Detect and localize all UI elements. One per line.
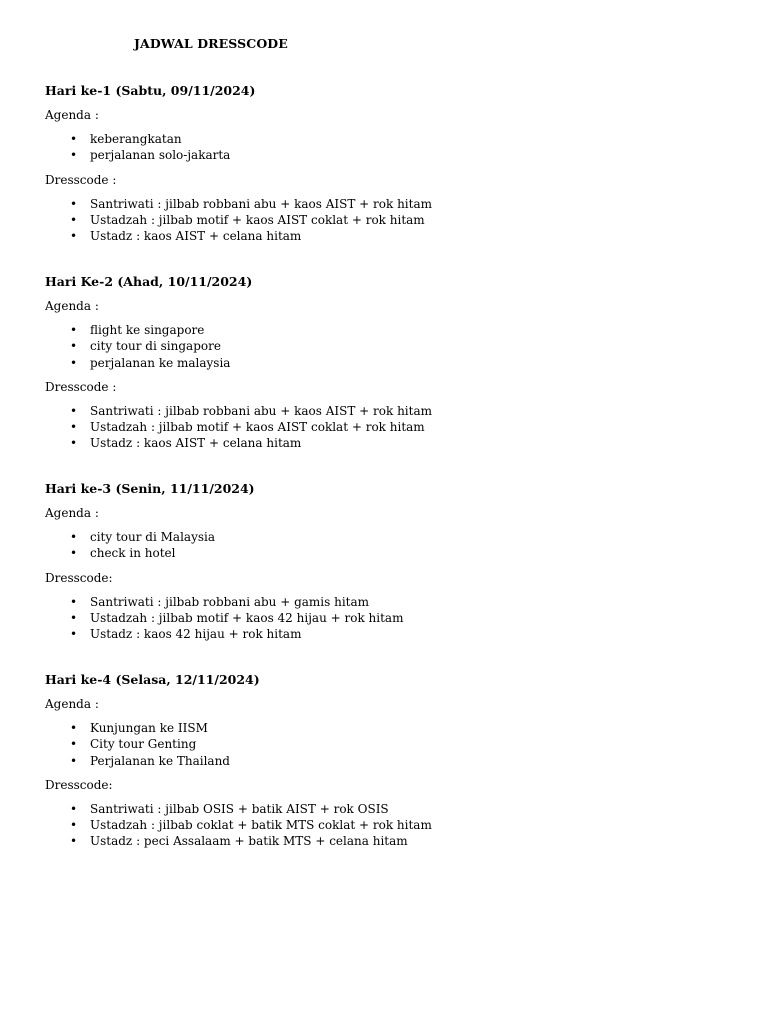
dresscode-list xyxy=(45,801,735,850)
day-section-2 xyxy=(45,274,735,452)
bullet-icon: • xyxy=(70,403,78,418)
list-item: • perjalanan solo-jakarta xyxy=(70,148,231,163)
list-item: • Ustadzah : jilbab motif + kaos AIST coklat + rok hitam xyxy=(70,212,425,227)
list-item: • Perjalanan ke Thailand xyxy=(70,753,230,768)
list-item: • City tour Genting xyxy=(70,737,197,752)
agenda-label: Agenda : xyxy=(45,299,99,313)
bullet-icon: • xyxy=(70,801,78,816)
bullet-icon: • xyxy=(70,721,78,735)
bullet-icon: • xyxy=(70,530,78,544)
bullet-icon: • xyxy=(70,323,78,337)
bullet-icon: • xyxy=(70,420,78,435)
agenda-list xyxy=(45,720,735,769)
bullet-icon: • xyxy=(70,594,78,609)
day-heading: Hari ke-3 (Senin, 11/11/2024) xyxy=(45,481,255,496)
list-item: • Santriwati : jilbab robbani abu + kaos AIST + rok hitam xyxy=(70,196,432,211)
list-item: • Ustadz : peci Assalaam + batik MTS + celana hitam xyxy=(70,834,408,849)
bullet-icon: • xyxy=(70,355,78,370)
agenda-label: Agenda : xyxy=(45,506,99,520)
list-item: • flight ke singapore xyxy=(70,323,205,337)
dresscode-label: Dresscode: xyxy=(45,777,113,792)
day-heading: Hari ke-1 (Sabtu, 09/11/2024) xyxy=(45,83,256,98)
bullet-icon: • xyxy=(70,196,78,211)
list-item: • Ustadz : kaos AIST + celana hitam xyxy=(70,229,302,244)
bullet-icon: • xyxy=(70,546,78,561)
agenda-list xyxy=(45,529,735,562)
day-section-3 xyxy=(45,481,735,642)
list-item: • Ustadzah : jilbab motif + kaos AIST coklat + rok hitam xyxy=(70,420,425,435)
bullet-icon: • xyxy=(70,436,78,451)
list-item: • Kunjungan ke IISM xyxy=(70,721,208,735)
list-item: • Santriwati : jilbab robbani abu + kaos AIST + rok hitam xyxy=(70,403,432,418)
list-item: • check in hotel xyxy=(70,546,176,561)
list-item: • Ustadzah : jilbab coklat + batik MTS coklat + rok hitam xyxy=(70,818,432,833)
list-item: • Ustadz : kaos AIST + celana hitam xyxy=(70,436,302,451)
dresscode-list xyxy=(45,196,735,245)
agenda-list xyxy=(45,322,735,371)
dresscode-list xyxy=(45,403,735,452)
dresscode-label: Dresscode : xyxy=(45,172,117,187)
dresscode-list xyxy=(45,594,735,643)
day-heading: Hari ke-4 (Selasa, 12/11/2024) xyxy=(45,672,260,687)
bullet-icon: • xyxy=(70,610,78,625)
bullet-icon: • xyxy=(70,818,78,833)
list-item: • keberangkatan xyxy=(70,132,182,146)
list-item: • city tour di Malaysia xyxy=(70,530,215,544)
list-item: • Santriwati : jilbab robbani abu + gamis hitam xyxy=(70,594,370,609)
bullet-icon: • xyxy=(70,737,78,752)
dresscode-label: Dresscode: xyxy=(45,570,113,585)
bullet-icon: • xyxy=(70,753,78,768)
list-item: • city tour di singapore xyxy=(70,339,221,354)
day-section-1 xyxy=(45,83,735,244)
agenda-list xyxy=(45,131,735,164)
bullet-icon: • xyxy=(70,339,78,354)
bullet-icon: • xyxy=(70,627,78,642)
agenda-label: Agenda : xyxy=(45,108,99,122)
list-item: • Ustadz : kaos 42 hijau + rok hitam xyxy=(70,627,302,642)
bullet-icon: • xyxy=(70,132,78,146)
bullet-icon: • xyxy=(70,229,78,244)
bullet-icon: • xyxy=(70,148,78,163)
bullet-icon: • xyxy=(70,212,78,227)
bullet-icon: • xyxy=(70,834,78,849)
day-heading: Hari Ke-2 (Ahad, 10/11/2024) xyxy=(45,274,253,289)
agenda-label: Agenda : xyxy=(45,697,99,711)
day-section-4 xyxy=(45,672,735,850)
list-item: • Ustadzah : jilbab motif + kaos 42 hijau + rok hitam xyxy=(70,610,404,625)
document-title: JADWAL DRESSCODE xyxy=(134,36,288,51)
list-item: • Santriwati : jilbab OSIS + batik AIST + rok OSIS xyxy=(70,801,389,816)
list-item: • perjalanan ke malaysia xyxy=(70,355,231,370)
dresscode-label: Dresscode : xyxy=(45,379,117,394)
